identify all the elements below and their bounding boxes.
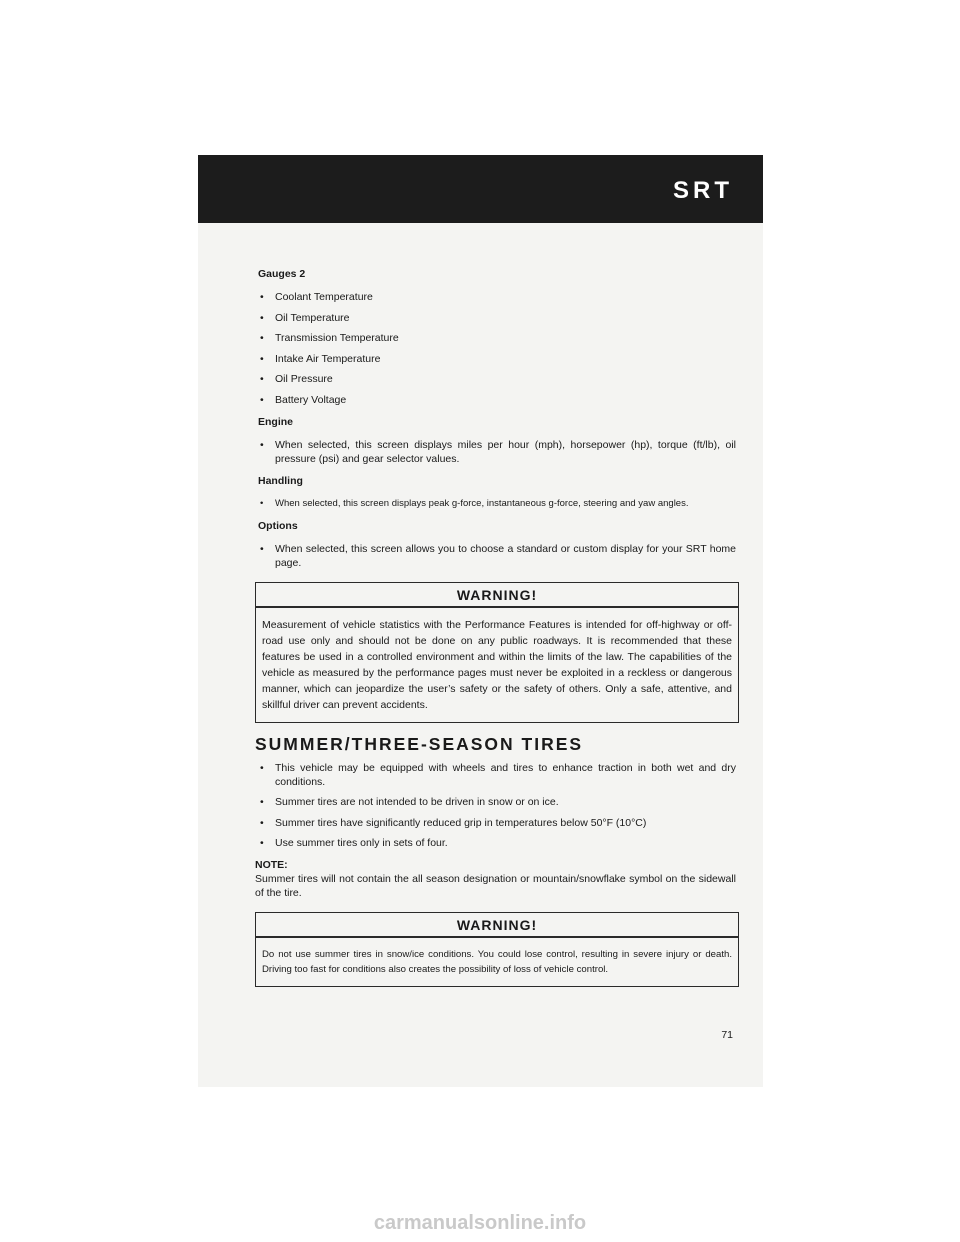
bullet-icon: •	[260, 291, 264, 303]
manual-page	[198, 155, 763, 1087]
watermark: carmanualsonline.info	[373, 1212, 587, 1234]
bullet-icon: •	[260, 796, 264, 808]
bullet-icon: •	[260, 542, 264, 555]
section-heading-tires: SUMMER/THREE-SEASON TIRES	[255, 733, 584, 754]
warning-title: WARNING!	[256, 583, 738, 608]
handling-list	[258, 497, 736, 511]
engine-list	[258, 438, 736, 466]
list-item: • Oil Pressure	[260, 373, 333, 385]
bullet-icon: •	[260, 311, 264, 324]
list-item: • Use summer tires only in sets of four.	[260, 837, 448, 849]
gauges2-list	[258, 290, 736, 407]
list-item: • Summer tires have significantly reduced grip in temperatures below 50°F (10°C)	[260, 816, 647, 829]
bullet-icon: •	[260, 352, 264, 365]
list-item: • Transmission Temperature	[260, 332, 399, 344]
warning-text: Measurement of vehicle statistics with the Performance Features is intended for off-highway or off-road use only and should not be done on any public roadways. It is recommended that these features be used in a controlled environment and within the limits of the law. The capabilities of the vehicle as measured by the performance pages must never be exploited in a reckless or dangerous manner, which can jeopardize the user’s safety or the safety of others. Only a safe, attentive, and skillful driver can prevent accidents.	[262, 618, 732, 711]
tires-list	[258, 761, 736, 851]
bullet-icon: •	[260, 393, 264, 406]
list-item: • When selected, this screen allows you to choose a standard or custom display for your SRT home page.	[260, 542, 736, 569]
handling-heading: Handling	[258, 474, 303, 487]
list-item: • Coolant Temperature	[260, 291, 373, 303]
note-label: NOTE:	[255, 859, 288, 871]
warning-text: Do not use summer tires in snow/ice conditions. You could lose control, resulting in severe injury or death. Driving too fast for conditions also creates the possibility of loss of vehicle control.	[262, 949, 732, 975]
page-number: 71	[721, 1029, 733, 1041]
header-bar	[198, 155, 763, 223]
note-text: Summer tires will not contain the all season designation or mountain/snowflake symbol on the sidewall of the tire.	[255, 873, 736, 899]
engine-heading: Engine	[258, 415, 294, 428]
list-item: • When selected, this screen displays peak g-force, instantaneous g-force, steering and yaw angles.	[260, 497, 689, 509]
list-item: • This vehicle may be equipped with wheels and tires to enhance traction in both wet and dry conditions.	[260, 761, 736, 788]
list-item: • Summer tires are not intended to be driven in snow or on ice.	[260, 796, 559, 808]
list-item: • Oil Temperature	[260, 311, 350, 324]
section-title: SRT	[673, 177, 733, 204]
warning-box-tires	[255, 912, 739, 987]
options-list	[258, 542, 736, 570]
gauges2-heading: Gauges 2	[258, 268, 306, 280]
page-content	[255, 267, 736, 1001]
list-item: • Battery Voltage	[260, 393, 347, 406]
list-item: • Intake Air Temperature	[260, 352, 381, 365]
warning-title: WARNING!	[256, 913, 738, 938]
bullet-icon: •	[260, 438, 264, 451]
bullet-icon: •	[260, 761, 264, 774]
options-heading: Options	[258, 519, 298, 532]
list-item: • When selected, this screen displays miles per hour (mph), horsepower (hp), torque (ft/lb), oil pressure (psi) and gear selector values.	[260, 438, 736, 465]
bullet-icon: •	[260, 373, 264, 385]
warning-box-performance	[255, 582, 739, 723]
bullet-icon: •	[260, 816, 264, 829]
bullet-icon: •	[260, 332, 264, 344]
bullet-icon: •	[260, 837, 264, 849]
bullet-icon: •	[260, 497, 264, 509]
